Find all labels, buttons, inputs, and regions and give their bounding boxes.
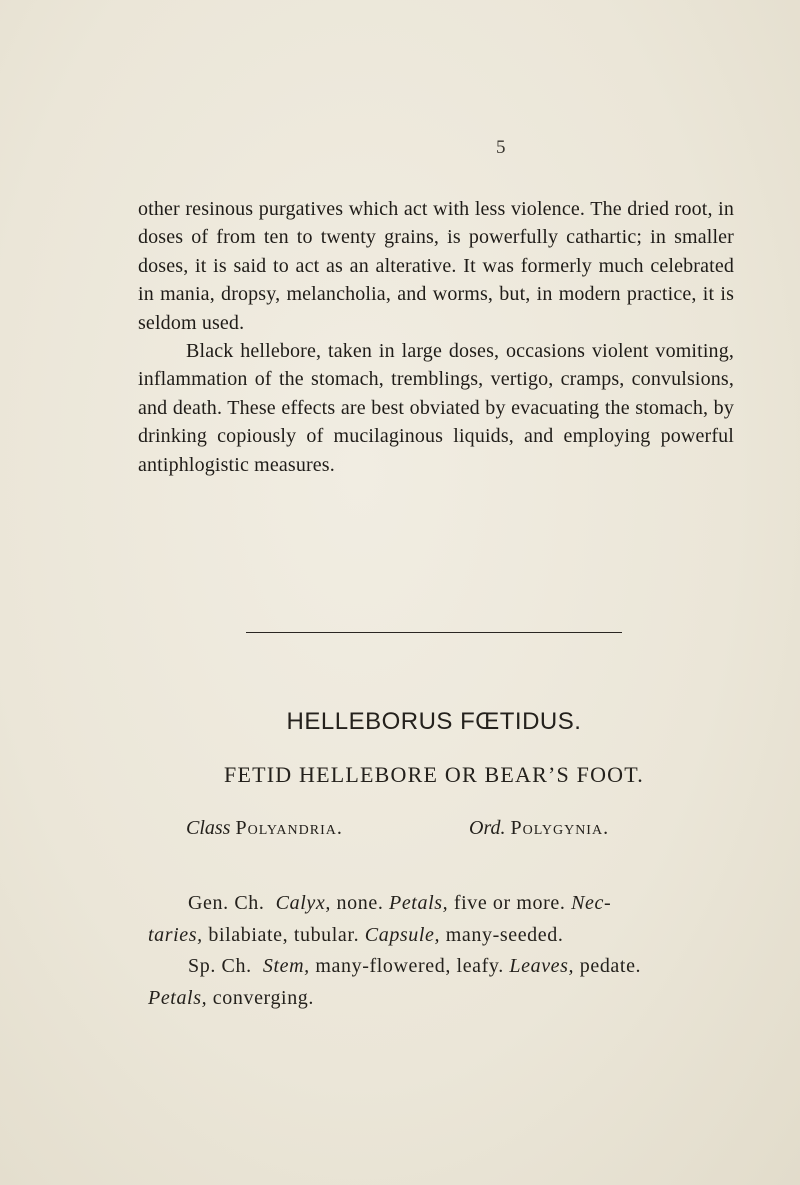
calyx-label: Calyx,: [275, 892, 331, 914]
petals2-value: converging.: [207, 986, 315, 1009]
text-line: vertigo, cramps, convulsions, and death. These effects: [138, 368, 735, 419]
specific-characters-line-1: [188, 951, 734, 983]
paragraph-1: [138, 195, 734, 337]
text-line: other resinous purgatives which act with less violence.: [138, 198, 586, 220]
section-divider: [246, 632, 622, 633]
text-line: The dried root, in doses of from ten to twenty grains, is: [138, 198, 734, 249]
nectaries-value: bilabiate, tubular.: [202, 923, 365, 946]
specific-characters-line-2: [148, 983, 734, 1015]
botanical-characters: [148, 888, 734, 1014]
leaves-value: pedate.: [574, 955, 642, 977]
page-number: 5: [496, 137, 506, 158]
section-subtitle: FETID HELLEBORE OR BEAR’S FOOT.: [224, 762, 644, 787]
text-line: practice, it is seldom used.: [138, 283, 735, 334]
generic-characters-line-2: [148, 920, 734, 952]
capsule-label: Capsule,: [364, 923, 441, 946]
gen-prefix: Gen. Ch.: [188, 892, 265, 914]
capsule-value: many-seeded.: [440, 923, 564, 946]
class-value: Polyandria.: [235, 817, 343, 839]
text-line: vomiting, inflammation of the stomach, tremblings,: [138, 340, 734, 391]
petals-label: Petals,: [389, 892, 449, 914]
section-title: HELLEBORUS FŒTIDUS.: [286, 708, 582, 735]
class-entry: [186, 817, 343, 840]
text-line: mania, dropsy, melancholia, and worms, but, in modern: [160, 283, 621, 306]
text-line: as an alterative. It was formerly much celebrated in: [138, 254, 734, 306]
class-label: Class: [186, 817, 231, 839]
nectaries-label-part1: Nec-: [571, 892, 612, 914]
paragraph-2: [138, 337, 734, 479]
nectaries-label-part2: taries,: [148, 923, 203, 946]
order-entry: [469, 817, 609, 840]
text-line: Black hellebore, taken in large doses, occasions violent: [186, 340, 649, 363]
generic-characters-line-1: [188, 888, 734, 920]
petals-value: five or more.: [448, 892, 572, 914]
leaves-label: Leaves,: [509, 955, 575, 977]
text-line: powerfully cathartic; in smaller doses, it is said to act: [138, 226, 734, 277]
petals2-label: Petals,: [148, 986, 208, 1009]
stem-label: Stem,: [262, 955, 310, 977]
body-text: [138, 195, 734, 479]
calyx-value: none.: [330, 892, 390, 914]
sp-prefix: Sp. Ch.: [188, 955, 252, 977]
stem-value: many-flowered, leafy.: [309, 955, 510, 977]
text-line: antiphlogistic measures.: [138, 453, 335, 476]
text-line: copiously of mucilaginous liquids, and employing powerful: [217, 425, 734, 448]
text-line: are best obviated by evacuating the stomach, by drinking: [138, 396, 734, 448]
order-value: Polygynia.: [510, 817, 610, 839]
order-label: Ord.: [469, 817, 506, 839]
